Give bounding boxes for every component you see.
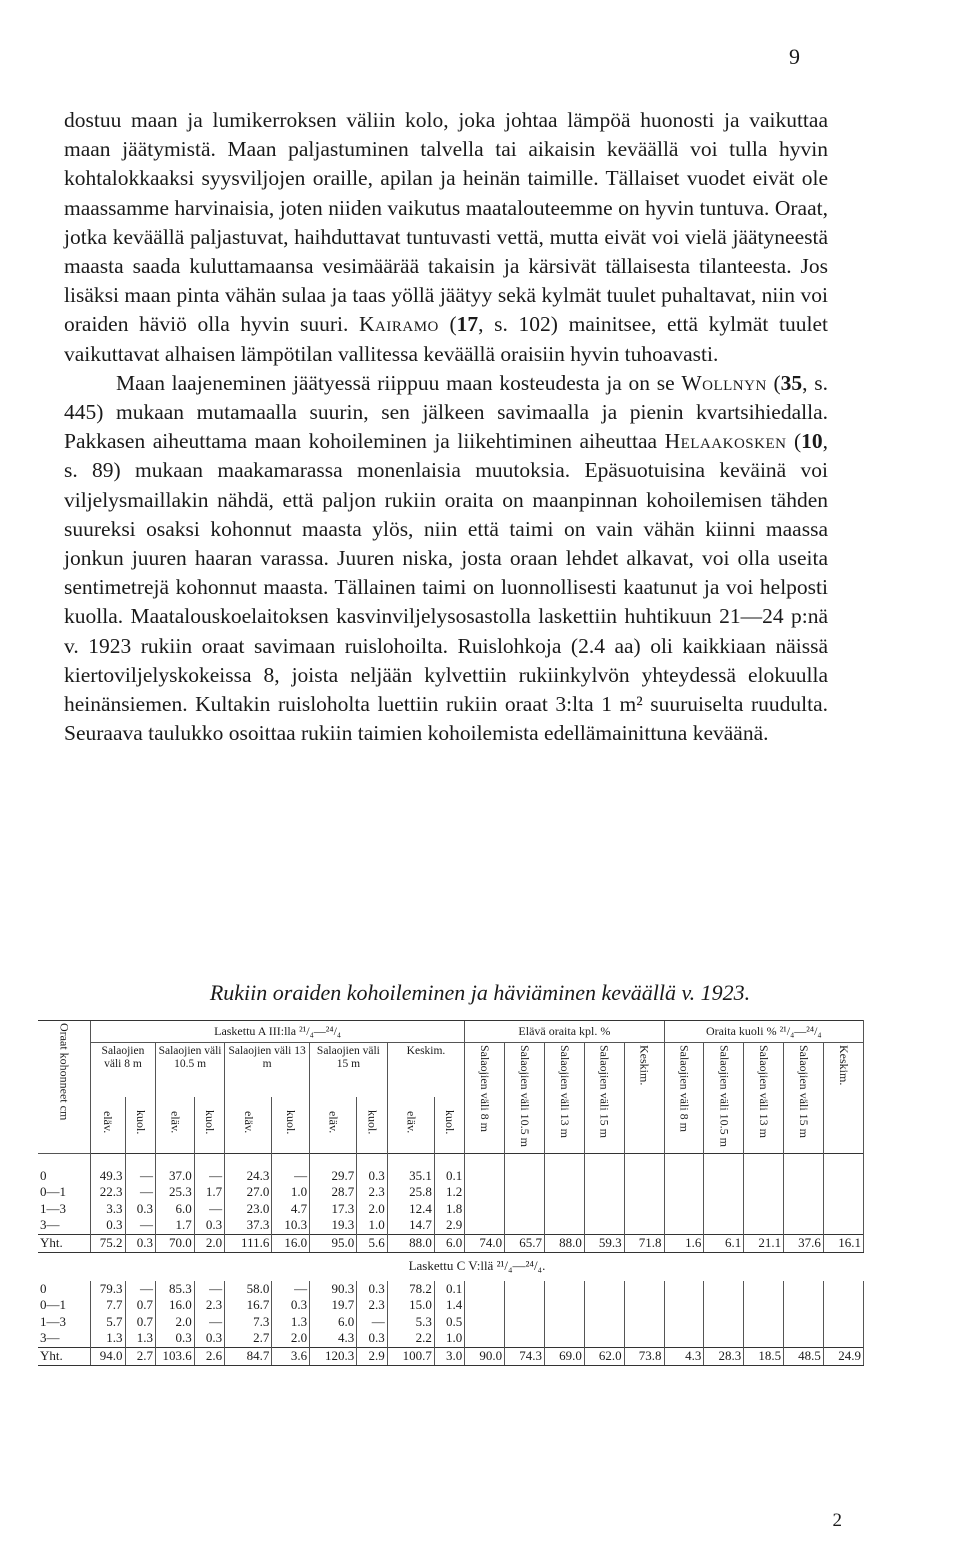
table-cell: — [194,1281,224,1298]
table-cell: 23.0 [225,1201,272,1218]
table-cell [465,1184,505,1201]
table-cell: 25.8 [387,1184,434,1201]
table-row [38,1281,864,1298]
table-cell: 103.6 [155,1347,194,1365]
table-cell: 1.0 [434,1330,464,1347]
table-cell: — [125,1168,155,1185]
table-cell [784,1184,824,1201]
table-cell [664,1297,704,1314]
table-cell: 1.2 [434,1184,464,1201]
table-cell [823,1281,863,1298]
table-row [38,1217,864,1234]
table-cell: 24.9 [823,1347,863,1365]
table-cell [823,1297,863,1314]
table-cell [664,1217,704,1234]
table-cell [544,1201,584,1218]
table-cell: 21.1 [744,1234,784,1252]
vert-header: Salaojien väli 10.5 m [704,1042,744,1153]
body-text [64,106,828,748]
table-cell: 0.3 [357,1281,387,1298]
table-cell: 1.4 [434,1297,464,1314]
table-cell: 0.3 [357,1330,387,1347]
table-cell: 62.0 [584,1347,624,1365]
table-cell: 27.0 [225,1184,272,1201]
table-cell: 5.3 [387,1314,434,1331]
table-cell [505,1330,545,1347]
table-cell [624,1184,664,1201]
table-cell [664,1314,704,1331]
table-cell: 73.8 [624,1347,664,1365]
section-c-title-row [38,1252,864,1281]
table-cell: 15.0 [387,1297,434,1314]
table-cell [465,1281,505,1298]
sub-header: Salaojien väli 8 m [90,1042,155,1096]
table-caption: Rukiin oraiden kohoileminen ja häviäminen keväällä v. 1923. [209,980,751,1005]
table-row [38,1314,864,1331]
table-cell: 16.1 [823,1234,863,1252]
table-cell: 19.3 [310,1217,357,1234]
table-cell: — [357,1314,387,1331]
text-run: 35 [780,370,803,395]
table-cell [744,1297,784,1314]
sub-header: Keskim. [387,1042,465,1096]
table-cell: 1.7 [194,1184,224,1201]
elav-header: eläv. [155,1097,194,1154]
table-cell [505,1168,545,1185]
group-b-title: Elävä oraita kpl. % [465,1021,664,1043]
table-cell [744,1217,784,1234]
table-cell: 59.3 [584,1234,624,1252]
table-cell [505,1314,545,1331]
table-cell [784,1281,824,1298]
table-cell [664,1184,704,1201]
table-cell [584,1281,624,1298]
table-cell [664,1281,704,1298]
row-label: 0 [40,1280,47,1296]
text-run: , s. 89) mukaan maakamarassa monenlaisia muutoksia. Epäsuotuisina keväinä voi viljelysmaillakin nähdä, että paljon rukiin oraita on maanpinnan kohoilemisen tähden suureksi osaksi kohonnut maasta ylös, niin että taimi on vain vähän kiinni maassa jonkun juuren haaran varassa. Juuren niska, josta oraan lehdet alkavat, voi olla useita sentimetrejä kohonnut maasta. Tällainen taimi on luonnollisesti kaatunut ja voi helposti kuolla. Maatalouskoelaitoksen kasvinviljelysosastolla laskettiin huhtikuun 21—24 p:nä v. 1923 rukiin oraat savimaan ruislohoilta. Ruislohkoja (2.4 aa) oli kaikkiaan näissä kiertoviljelyskokeissa 8, joista neljään kylvettiin rukiinkylvön yhteydessä elokuulla heinänsiemen. Kultakin ruisloholta luettiin rukiin oraat 3:lta 1 m² suuruiselta ruudulta. Seuraava taulukko osoittaa rukiin taimien kohoilemista edellämainittuna keväänä. [64,429,828,746]
table-cell: 120.3 [310,1347,357,1365]
table-cell: 84.7 [225,1347,272,1365]
table-cell: 24.3 [225,1168,272,1185]
table-cell: — [125,1281,155,1298]
table-cell [664,1330,704,1347]
table-cell: 7.7 [90,1297,125,1314]
table-cell: 78.2 [387,1281,434,1298]
table-cell [544,1297,584,1314]
table-cell [544,1281,584,1298]
page-number: 9 [789,44,800,69]
table-cell: 0.3 [194,1217,224,1234]
text-run: Helaakosken [664,429,787,454]
table-cell: 69.0 [544,1347,584,1365]
table-cell: 0.3 [125,1234,155,1252]
table-row [38,1330,864,1347]
table-cell: 2.9 [434,1217,464,1234]
table-cell [823,1330,863,1347]
table-cell: 14.7 [387,1217,434,1234]
table-cell: 18.5 [744,1347,784,1365]
table-cell [465,1201,505,1218]
table-cell [465,1168,505,1185]
table-cell [704,1184,744,1201]
table-cell: — [272,1281,310,1298]
table-cell [704,1217,744,1234]
table-cell: 2.9 [357,1347,387,1365]
table-cell [624,1217,664,1234]
table-cell: 2.6 [194,1347,224,1365]
text-run: ( [766,370,781,395]
table-cell: 94.0 [90,1347,125,1365]
table-cell: 0.3 [272,1297,310,1314]
text-run: 10 [801,429,823,454]
table-row [38,1184,864,1201]
table-cell: 2.0 [357,1201,387,1218]
table-row [38,1297,864,1314]
group-c-title: Oraita kuoli % ²¹/₄—²⁴/₄ [664,1021,863,1043]
table-cell: 37.0 [155,1168,194,1185]
table-cell: 4.3 [310,1330,357,1347]
table-cell [544,1330,584,1347]
table-cell: 1.7 [155,1217,194,1234]
table-cell [505,1297,545,1314]
table-cell [505,1281,545,1298]
table-cell: 1.0 [272,1184,310,1201]
table-cell: 2.3 [357,1184,387,1201]
elav-header: eläv. [90,1097,125,1154]
table-cell: 2.3 [357,1297,387,1314]
spacer-row [38,1153,864,1168]
table-cell: — [125,1184,155,1201]
table-cell: 2.2 [387,1330,434,1347]
group-a-title: Laskettu A III:lla ²¹/₄—²⁴/₄ [90,1021,464,1043]
table-cell [704,1201,744,1218]
table-cell: 75.2 [90,1234,125,1252]
text-run: Kairamo [359,312,439,337]
table-cell [784,1201,824,1218]
table-cell: 1.3 [125,1330,155,1347]
table-cell [624,1281,664,1298]
elav-header: eläv. [225,1097,272,1154]
table-cell [704,1168,744,1185]
table-cell: 88.0 [544,1234,584,1252]
table-cell: 28.7 [310,1184,357,1201]
table-cell: 2.0 [194,1234,224,1252]
footer-number: 2 [832,1510,842,1531]
table-cell: 49.3 [90,1168,125,1185]
table-cell: 0.3 [155,1330,194,1347]
table-cell: 29.7 [310,1168,357,1185]
row-label: Yht. [38,1347,90,1365]
table-cell: 1.0 [357,1217,387,1234]
kuol-header: kuol. [125,1097,155,1154]
table-cell: 0.7 [125,1297,155,1314]
text-run: 17 [456,312,479,337]
text-run: , s. 102) mainitsee, että kylmät tuulet vaikuttavat alhaisen lämpötilan vallitessa keväällä oraisiin hyvin tuhoavasti. [64,312,828,366]
table-cell: 16.0 [272,1234,310,1252]
table-cell [465,1330,505,1347]
table-cell [784,1330,824,1347]
table-cell [784,1297,824,1314]
table-cell [584,1330,624,1347]
table-cell: 6.0 [310,1314,357,1331]
table-cell: 90.3 [310,1281,357,1298]
table-cell [584,1201,624,1218]
table-cell: 0.3 [194,1330,224,1347]
table-cell: 6.1 [704,1234,744,1252]
table-cell: 2.7 [125,1347,155,1365]
table-cell: 2.0 [272,1330,310,1347]
table-cell: 65.7 [505,1234,545,1252]
table-cell [505,1217,545,1234]
table-cell [544,1314,584,1331]
table-cell [823,1217,863,1234]
table-cell: 4.7 [272,1201,310,1218]
table-cell: 16.7 [225,1297,272,1314]
vert-header: Salaojien väli 13 m [544,1042,584,1153]
table-cell [624,1168,664,1185]
table-cell [465,1297,505,1314]
table-cell: 0.5 [434,1314,464,1331]
vert-header: Salaojien väli 15 m [784,1042,824,1153]
table-cell [584,1168,624,1185]
row-label: 3— [40,1217,60,1233]
table-cell [744,1201,784,1218]
table-cell [704,1314,744,1331]
table-cell [744,1281,784,1298]
first-col-header: Oraat kohonneet cm [38,1021,90,1154]
vert-header: Salaojien väli 15 m [584,1042,624,1153]
table-cell [664,1168,704,1185]
table-cell: 7.3 [225,1314,272,1331]
table-cell [704,1330,744,1347]
paragraph [64,369,828,749]
table-cell [664,1201,704,1218]
table-cell: 3.0 [434,1347,464,1365]
table-cell: 90.0 [465,1347,505,1365]
table-cell [505,1201,545,1218]
kuol-header: kuol. [194,1097,224,1154]
text-run: , s. 445) mukaan mutamaalla suurin, sen jälkeen savimaalla ja pienin kvartsihiedalla. Pakkasen aiheuttama maan kohoileminen ja liikehtiminen aiheuttaa [64,370,828,454]
table-cell: 70.0 [155,1234,194,1252]
table-cell: 2.7 [225,1330,272,1347]
text-run: Maan laajeneminen jäätyessä riippuu maan kosteudesta ja on se [116,370,682,395]
table-cell: — [194,1201,224,1218]
total-row [38,1234,864,1252]
table-cell [784,1314,824,1331]
table-cell: 85.3 [155,1281,194,1298]
table-cell: 4.3 [664,1347,704,1365]
table-cell [465,1217,505,1234]
table-cell: 17.3 [310,1201,357,1218]
row-label: 1—3 [40,1200,66,1216]
elav-header: eläv. [310,1097,357,1154]
total-row [38,1347,864,1365]
table-cell [584,1297,624,1314]
table-cell: 2.3 [194,1297,224,1314]
row-label: 1—3 [40,1313,66,1329]
table-cell: — [125,1217,155,1234]
paragraph [64,106,828,369]
table-cell [584,1314,624,1331]
table-cell: 1.6 [664,1234,704,1252]
table-cell: 111.6 [225,1234,272,1252]
row-label: 3— [40,1330,60,1346]
text-run: ( [438,312,457,337]
table-cell [784,1168,824,1185]
section-c-title: Laskettu C V:llä ²¹/₄—²⁴/₄. [408,1258,546,1274]
table-cell [823,1201,863,1218]
data-table [38,1020,864,1366]
table-cell: — [194,1314,224,1331]
table-cell [784,1217,824,1234]
table-cell: 5.7 [90,1314,125,1331]
table-cell [544,1168,584,1185]
vert-header: Salaojien väli 8 m [664,1042,704,1153]
table-cell: 0.3 [357,1168,387,1185]
table-cell: 16.0 [155,1297,194,1314]
table-cell: 58.0 [225,1281,272,1298]
table-cell: 37.6 [784,1234,824,1252]
row-label: 0—1 [40,1184,66,1200]
table-cell [465,1314,505,1331]
table-cell: — [272,1168,310,1185]
row-label: Yht. [38,1234,90,1252]
table-cell: 10.3 [272,1217,310,1234]
table-cell: 35.1 [387,1168,434,1185]
table-cell [744,1168,784,1185]
vert-header: Keskim. [624,1042,664,1153]
table-cell: 95.0 [310,1234,357,1252]
row-label: 0—1 [40,1297,66,1313]
table-cell: 48.5 [784,1347,824,1365]
kuol-header: kuol. [357,1097,387,1154]
vert-header: Salaojien väli 13 m [744,1042,784,1153]
table-row [38,1168,864,1185]
table-cell: 74.3 [505,1347,545,1365]
sub-header: Salaojien väli 10.5 m [155,1042,224,1096]
table-cell: 12.4 [387,1201,434,1218]
table-cell [544,1184,584,1201]
table-cell [744,1314,784,1331]
kuol-header: kuol. [272,1097,310,1154]
elav-header: eläv. [387,1097,434,1154]
row-label: 0 [40,1167,47,1183]
table-cell [544,1217,584,1234]
table-cell: 5.6 [357,1234,387,1252]
table-cell [624,1201,664,1218]
table-cell: 0.3 [125,1201,155,1218]
table-cell [624,1297,664,1314]
table-cell: 3.6 [272,1347,310,1365]
table-cell: 6.0 [155,1201,194,1218]
table-cell: 79.3 [90,1281,125,1298]
sub-header: Salaojien väli 13 m [225,1042,310,1096]
table-cell [584,1184,624,1201]
table-cell: 1.3 [90,1330,125,1347]
table-cell: 100.7 [387,1347,434,1365]
table-cell: 1.3 [272,1314,310,1331]
table-cell [505,1184,545,1201]
table-cell: 3.3 [90,1201,125,1218]
table-cell [624,1314,664,1331]
table-cell [744,1184,784,1201]
text-run: ( [786,429,802,454]
vert-header: Salaojien väli 8 m [465,1042,505,1153]
table-cell: 19.7 [310,1297,357,1314]
table-cell: 74.0 [465,1234,505,1252]
table-cell: 37.3 [225,1217,272,1234]
table-cell [624,1330,664,1347]
table-cell: 0.3 [90,1217,125,1234]
text-run: dostuu maan ja lumikerroksen väliin kolo, joka johtaa lämpöä huonosti ja vaikuttaa maan jäätymistä. Maan paljastuminen talvella tai aikaisin keväällä voi tulla hyvin kohtalokkaaksi syysviljojen oraille, apilan ja heinän taimille. Tällaiset vuodet eivät ole maassamme harvinaisia, joten niiden vaikutus maatalouteemme on hyvin tuntuva. Oraat, jotka keväällä paljastuvat, haihduttavat tuntuvasti vettä, mutta eivät voi vielä jäätyneestä maasta saada kuluttamaansa vesimäärää takaisin ja kärsivät tällaisesta tilanteesta. Jos lisäksi maan pinta vähän sulaa ja taas yöllä jäätyy sekä kylmät tuulet puhaltavat, niin voi oraiden häviö olla hyvin suuri. [64,108,828,337]
table-cell: 71.8 [624,1234,664,1252]
table-cell: 25.3 [155,1184,194,1201]
table-cell: — [194,1168,224,1185]
vert-header: Salaojien väli 10.5 m [505,1042,545,1153]
table-cell: 1.8 [434,1201,464,1218]
table-cell: 0.1 [434,1168,464,1185]
kuol-header: kuol. [434,1097,464,1154]
table-cell: 88.0 [387,1234,434,1252]
table-cell: 6.0 [434,1234,464,1252]
table-cell: 2.0 [155,1314,194,1331]
table-cell: 28.3 [704,1347,744,1365]
table-cell [823,1314,863,1331]
text-run: Wollnyn [681,370,767,395]
table-cell [704,1297,744,1314]
table-cell: 0.1 [434,1281,464,1298]
vert-header: Keskim. [823,1042,863,1153]
table-cell [823,1184,863,1201]
table-cell [704,1281,744,1298]
table-cell [823,1168,863,1185]
sub-header: Salaojien väli 15 m [310,1042,388,1096]
table-cell: 22.3 [90,1184,125,1201]
table-cell [584,1217,624,1234]
table-cell [744,1330,784,1347]
table-cell: 0.7 [125,1314,155,1331]
table-row [38,1201,864,1218]
